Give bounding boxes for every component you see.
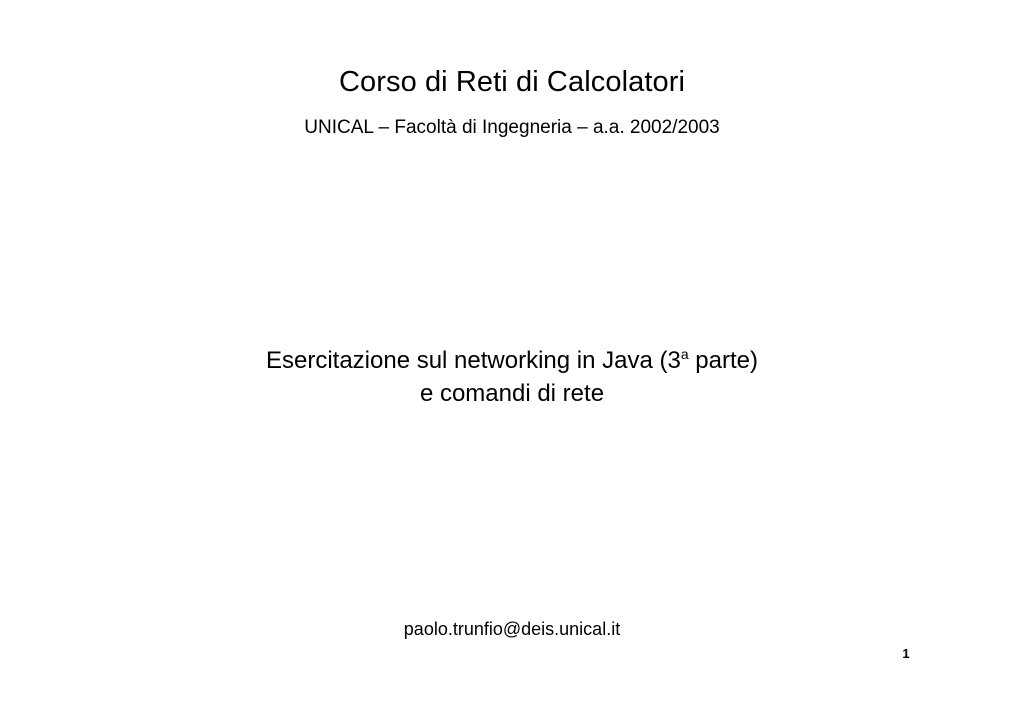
lesson-title xyxy=(0,344,1024,410)
author-email: paolo.trunfio@deis.unical.it xyxy=(403,619,621,639)
lesson-title-line-2: e comandi di rete xyxy=(419,380,605,407)
course-subtitle: UNICAL – Facoltà di Ingegneria – a.a. 2002/2003 xyxy=(304,117,720,138)
lesson-title-text: Esercitazione sul networking in Java (3 xyxy=(265,347,681,374)
lesson-title-line-1 xyxy=(0,344,1024,377)
course-title: Corso di Reti di Calcolatori xyxy=(338,66,686,98)
ordinal-superscript: a xyxy=(680,346,689,362)
lesson-title-suffix: parte) xyxy=(688,347,759,374)
page-number: 1 xyxy=(902,646,910,661)
